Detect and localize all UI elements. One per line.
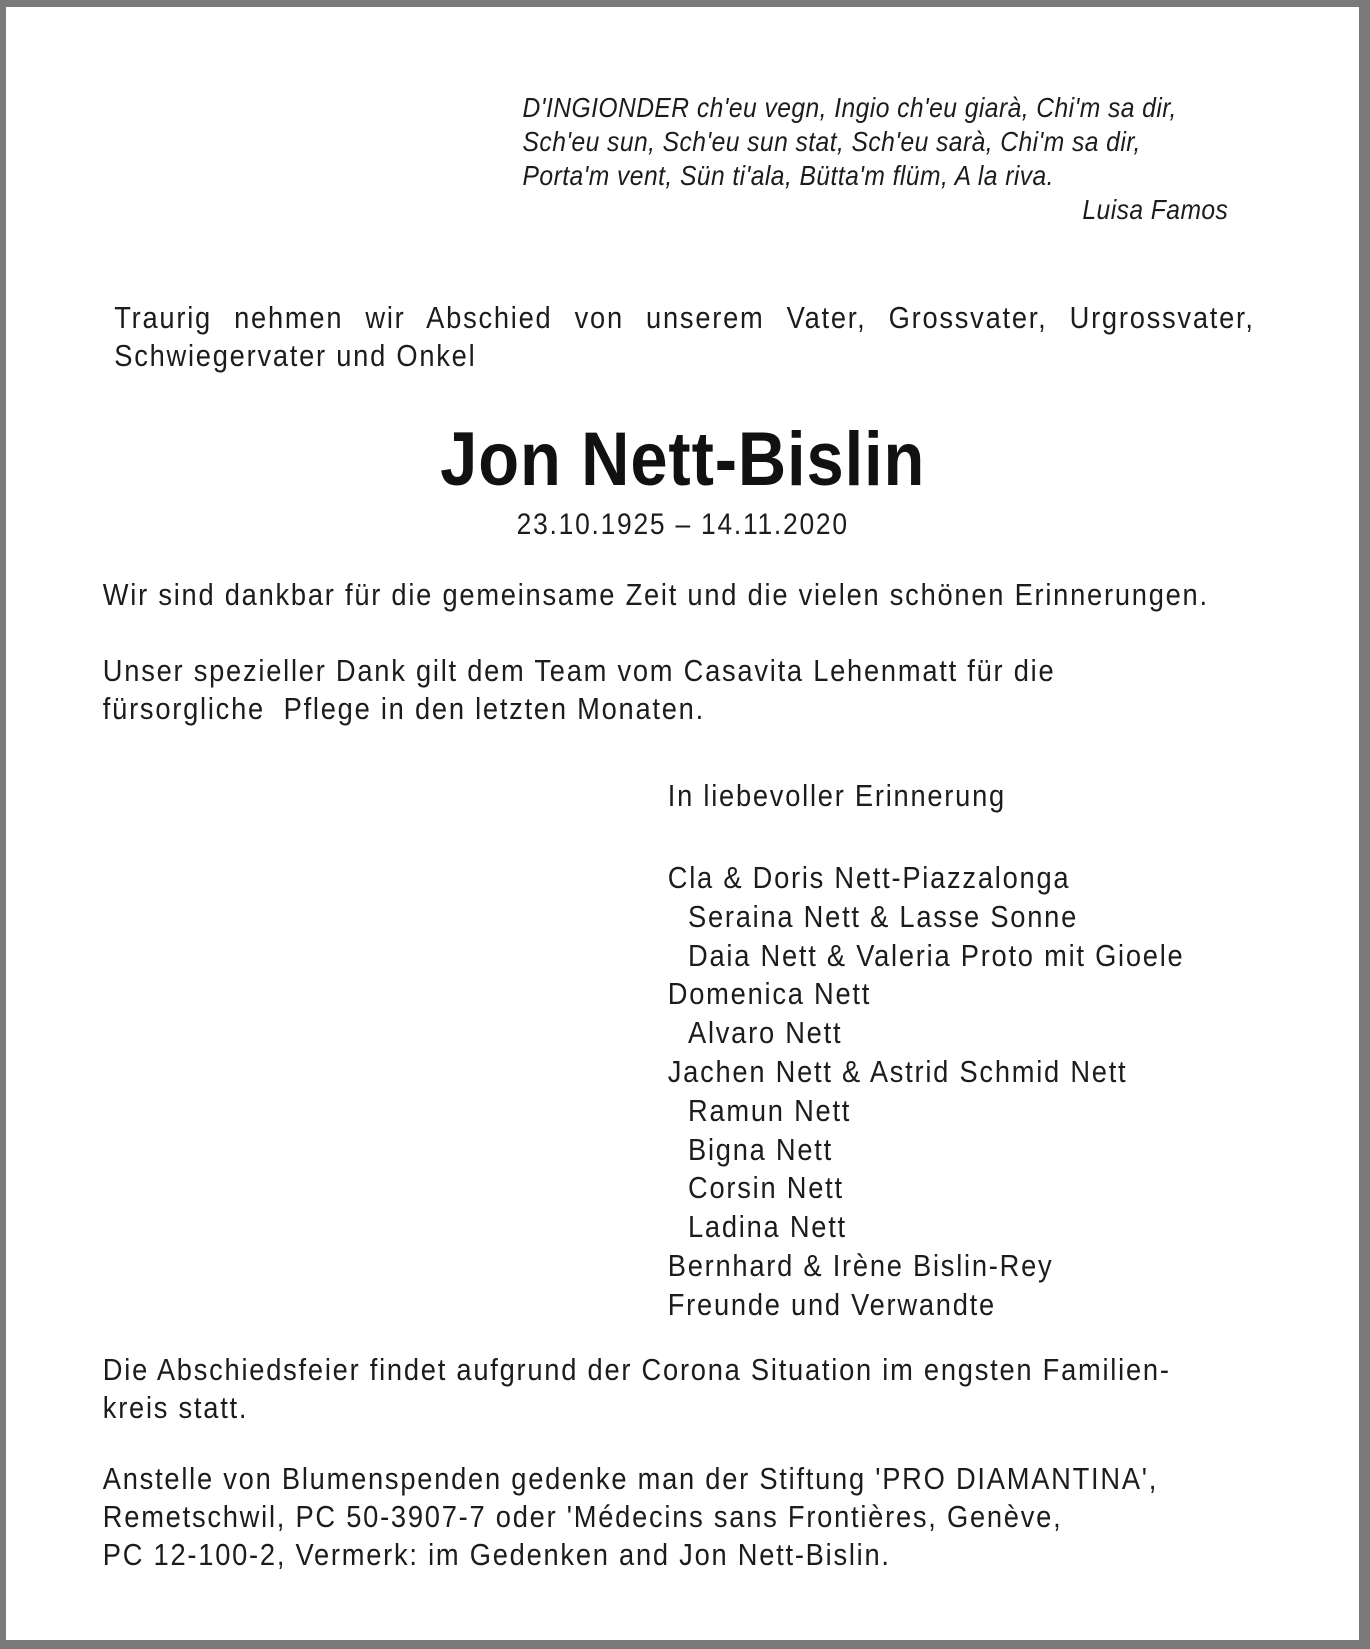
donation-line-3: PC 12-100-2, Vermerk: im Gedenken and Jon Nett-Bislin. <box>102 1537 891 1572</box>
mourner-name: Jachen Nett & Astrid Schmid Nett <box>667 1053 1128 1089</box>
funeral-line-1: Die Abschiedsfeier findet aufgrund der Corona Situation im engsten Familien- <box>102 1352 1171 1387</box>
gratitude-paragraph <box>103 576 1209 614</box>
mourner-name: Ramun Nett <box>688 1092 852 1128</box>
intro-line-1: Traurig nehmen wir Abschied von unserem Vater, Grossvater, Urgrossvater, <box>114 300 1255 335</box>
mourner-name: Cla & Doris Nett-Piazzalonga <box>667 860 1071 895</box>
mourner-name: Alvaro Nett <box>688 1015 843 1051</box>
poem-verse <box>523 91 1229 227</box>
poem-author: Luisa Famos <box>1082 194 1229 225</box>
obituary-page <box>6 7 1359 1640</box>
mourner-name: Seraina Nett & Lasse Sonne <box>688 898 1079 934</box>
funeral-notice <box>103 1351 1171 1427</box>
deceased-name: Jon Nett-Bislin <box>440 417 926 502</box>
mourner-name: Freunde und Verwandte <box>667 1286 996 1322</box>
mourner-name: Domenica Nett <box>667 976 872 1012</box>
mourner-name: Bernhard & Irène Bislin-Rey <box>667 1247 1054 1283</box>
special-thanks-paragraph <box>103 652 1056 728</box>
donation-notice <box>103 1460 1158 1574</box>
donation-line-2: Remetschwil, PC 50-3907-7 oder 'Médecins sans Frontières, Genève, <box>102 1499 1063 1534</box>
mourner-name: Bigna Nett <box>688 1131 833 1167</box>
mourners-list <box>668 859 1185 1325</box>
mourner-name: Ladina Nett <box>688 1209 847 1245</box>
funeral-line-2: kreis statt. <box>102 1390 249 1425</box>
gratitude-line: Wir sind dankbar für die gemeinsame Zeit und die vielen schönen Erinnerungen. <box>102 577 1209 612</box>
life-dates: 23.10.1925 – 14.11.2020 <box>516 508 849 541</box>
poem-line: Sch'eu sun, Sch'eu sun stat, Sch'eu sarà, Chi'm sa dir, <box>522 126 1141 157</box>
mourner-name: Daia Nett & Valeria Proto mit Gioele <box>688 937 1185 973</box>
mourner-name: Corsin Nett <box>688 1170 844 1206</box>
intro-paragraph <box>114 299 1254 375</box>
remembrance-heading: In liebevoller Erinnerung <box>667 778 1006 813</box>
poem-line: D'INGIONDER ch'eu vegn, Ingio ch'eu giarà, Chi'm sa dir, <box>522 92 1177 123</box>
intro-line-2: Schwiegervater und Onkel <box>114 338 477 373</box>
special-thanks-line-2: fürsorgliche Pflege in den letzten Monaten. <box>102 691 705 726</box>
poem-line: Porta'm vent, Sün ti'ala, Bütta'm flüm, A la riva. <box>522 160 1054 191</box>
special-thanks-line-1: Unser spezieller Dank gilt dem Team vom Casavita Lehenmatt für die <box>102 653 1056 688</box>
donation-line-1: Anstelle von Blumenspenden gedenke man der Stiftung 'PRO DIAMANTINA', <box>102 1461 1159 1496</box>
